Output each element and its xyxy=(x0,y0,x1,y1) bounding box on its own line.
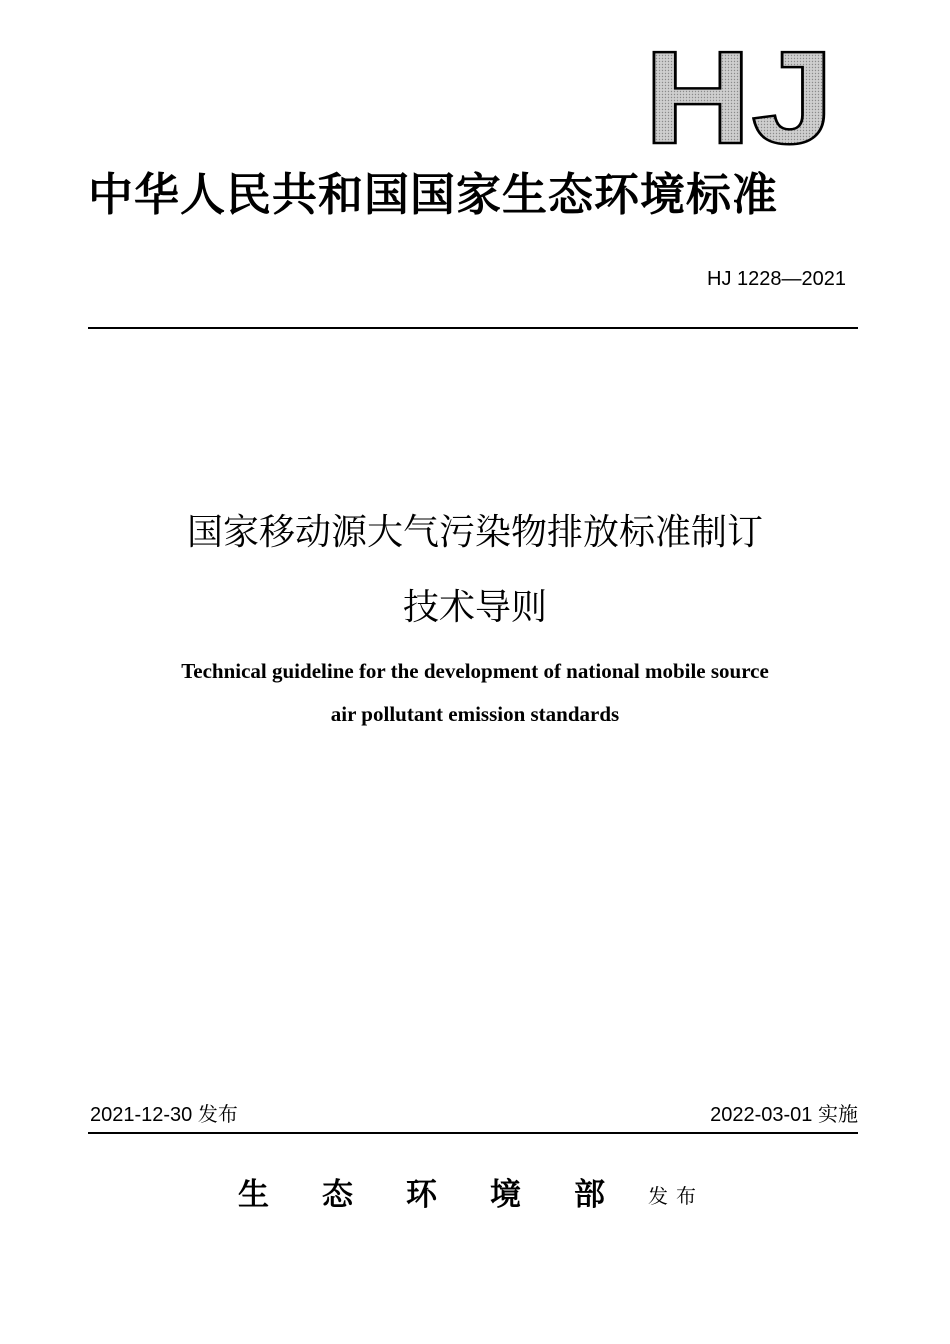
issue-date: 2021-12-30 发布 xyxy=(90,1104,238,1126)
issuer-action: 发布 xyxy=(648,1184,704,1208)
issuer-name: 生态环境部 xyxy=(238,1177,658,1213)
issuer-row xyxy=(238,1175,738,1215)
header-divider xyxy=(88,327,858,329)
english-title-line-1: Technical guideline for the development of national mobile source xyxy=(181,659,769,683)
chinese-title-line-1: 国家移动源大气污染物排放标准制订 xyxy=(186,512,763,553)
effective-date: 2022-03-01 实施 xyxy=(710,1104,858,1126)
footer-divider xyxy=(88,1132,858,1134)
english-title-line-2: air pollutant emission standards xyxy=(330,702,620,726)
hj-logo xyxy=(640,45,840,155)
standard-series-title: 中华人民共和国国家生态环境标准 xyxy=(88,168,779,221)
standard-code: HJ 1228—2021 xyxy=(707,268,846,290)
svg-text:HJ: HJ xyxy=(644,45,834,155)
chinese-title-line-2: 技术导则 xyxy=(402,587,547,628)
